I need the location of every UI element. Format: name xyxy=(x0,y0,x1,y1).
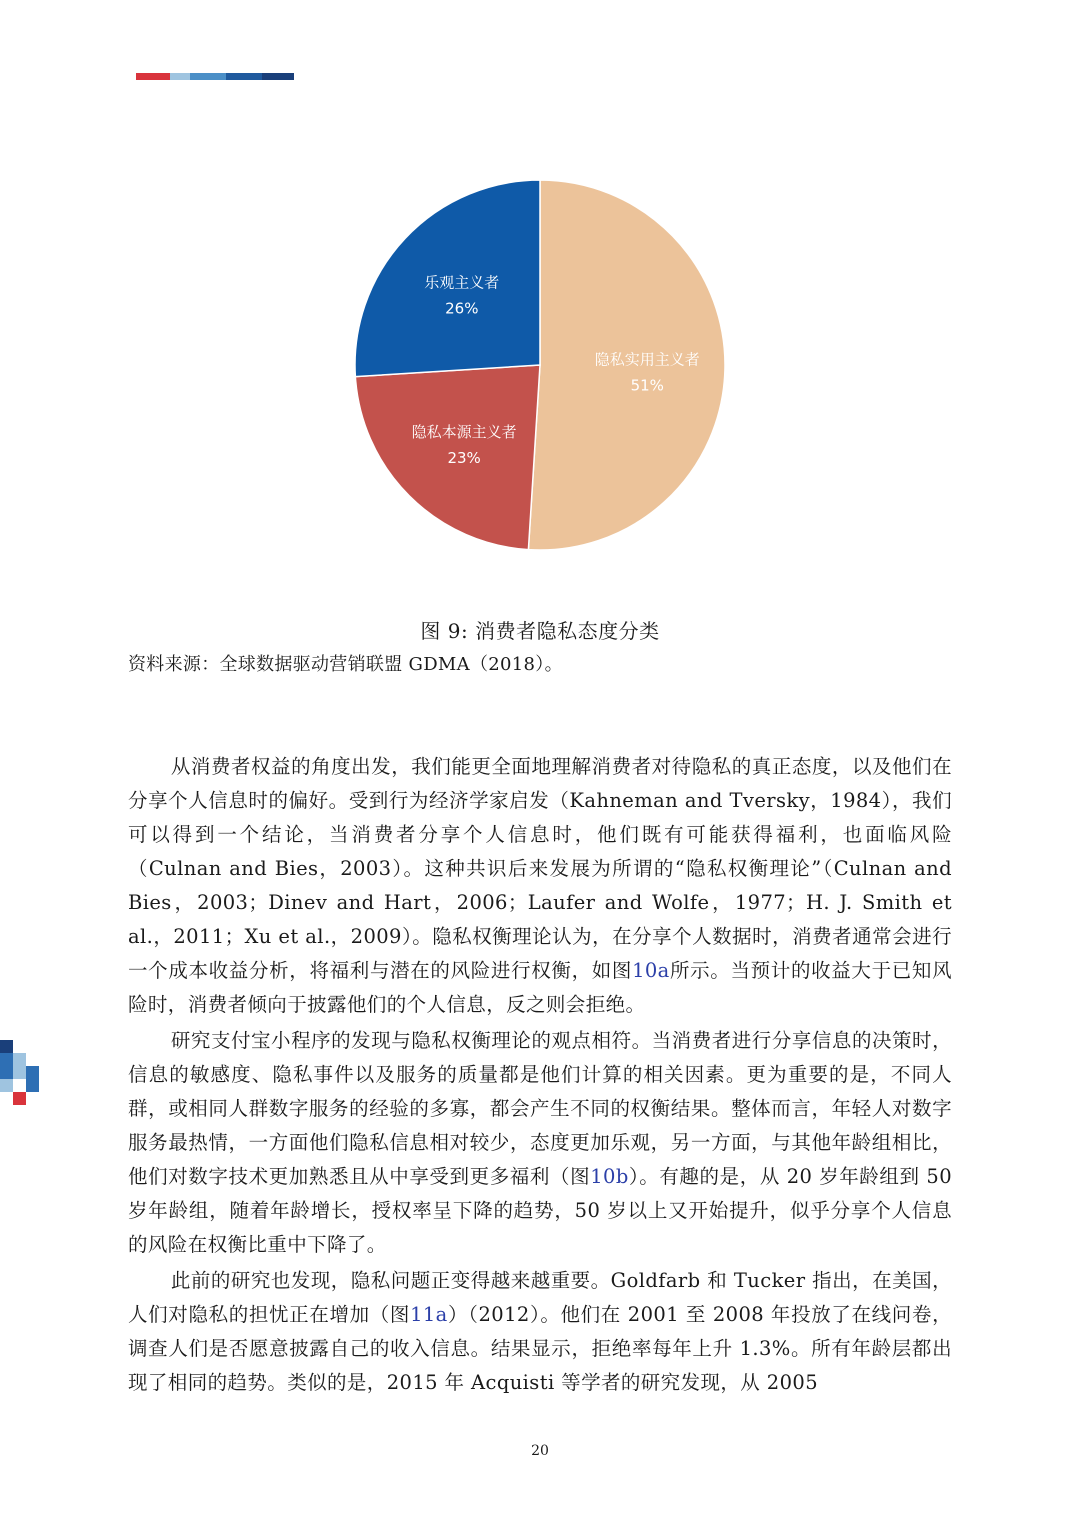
header-bar-segment xyxy=(170,73,190,80)
header-color-bar xyxy=(136,73,294,80)
paragraph-3 xyxy=(128,1264,952,1400)
pie-slice-value: 23% xyxy=(447,448,481,467)
paragraph-text: ）。有趣的是，从 20 岁年龄组到 50 岁年龄组，随着年龄增长，授权率呈下降的趋势，50 岁以上又开始提升，似乎分享个人信息的风险在权衡比重中下降了。 xyxy=(128,1165,952,1256)
figure-reference-link[interactable]: 11a xyxy=(410,1303,448,1326)
decoration-square xyxy=(0,1053,13,1066)
pie-chart xyxy=(340,165,740,565)
decoration-square xyxy=(13,1066,26,1079)
pie-slice-value: 51% xyxy=(630,376,664,395)
paragraph-text: 研究支付宝小程序的发现与隐私权衡理论的观点相符。当消费者进行分享信息的决策时，信息的敏感度、隐私事件以及服务的质量都是他们计算的相关因素。更为重要的是，不同人群，或相同人群数字服务的经验的多寡，都会产生不同的权衡结果。整体而言，年轻人对数字服务最热情，一方面他们隐私信息相对较少，态度更加乐观，另一方面，与其他年龄组相比，他们对数字技术更加熟悉且从中享受到更多福利（图 xyxy=(128,1029,952,1188)
paragraph-text: ）（2012）。他们在 2001 至 2008 年投放了在线问卷，调查人们是否愿意披露自己的收入信息。结果显示，拒绝率每年上升 1.3%。所有年龄层都出现了相同的趋势。类似的是，2015 年 Acquisti 等学者的研究发现，从 2005 xyxy=(128,1303,952,1394)
header-bar-segment xyxy=(262,73,294,80)
pie-slice-value: 26% xyxy=(445,299,479,318)
page-number: 20 xyxy=(531,1443,549,1459)
header-bar-segment xyxy=(190,73,226,80)
pie-slice-label: 乐观主义者 xyxy=(424,273,500,292)
paragraph-2 xyxy=(128,1024,952,1262)
decoration-square xyxy=(0,1040,13,1053)
figure-reference-link[interactable]: 10b xyxy=(590,1165,629,1188)
pie-slice-label: 隐私实用主义者 xyxy=(594,350,700,369)
paragraph-text: 从消费者权益的角度出发，我们能更全面地理解消费者对待隐私的真正态度，以及他们在分享个人信息时的偏好。受到行为经济学家启发（Kahneman and Tversky，1984），我们可以得到一个结论，当消费者分享个人信息时，他们既有可能获得福利，也面临风险（Culnan and Bies，2003）。这种共识后来发展为所谓的“隐私权衡理论”（Culnan and Bies，2003；Dinev and Hart，2006；Laufer and Wolfe，1977；H. J. Smith et al.，2011；Xu et al.，2009）。隐私权衡理论认为，在分享个人数据时，消费者通常会进行一个成本收益分析，将福利与潜在的风险进行权衡，如图 xyxy=(128,755,952,982)
figure-source: 资料来源：全球数据驱动营销联盟 GDMA（2018）。 xyxy=(128,654,563,675)
pie-chart-svg xyxy=(340,165,740,565)
side-decoration xyxy=(0,1040,50,1105)
decoration-square xyxy=(26,1079,39,1092)
decoration-square xyxy=(13,1053,26,1066)
figure-reference-link[interactable]: 10a xyxy=(632,959,670,982)
body-text xyxy=(128,750,952,1402)
decoration-square xyxy=(26,1066,39,1079)
pie-slice-label: 隐私本源主义者 xyxy=(411,422,517,441)
decoration-square xyxy=(0,1066,13,1079)
paragraph-1 xyxy=(128,750,952,1022)
decoration-square xyxy=(13,1092,26,1105)
paragraph-text: 此前的研究也发现，隐私问题正变得越来越重要。Goldfarb 和 Tucker 指出，在美国，人们对隐私的担忧正在增加（图 xyxy=(128,1269,952,1326)
paragraph-text: 所示。当预计的收益大于已知风险时，消费者倾向于披露他们的个人信息，反之则会拒绝。 xyxy=(128,959,952,1016)
figure-caption: 图 9: 消费者隐私态度分类 xyxy=(420,619,660,643)
header-bar-segment xyxy=(226,73,262,80)
decoration-square xyxy=(0,1079,13,1092)
header-bar-segment xyxy=(136,73,170,80)
